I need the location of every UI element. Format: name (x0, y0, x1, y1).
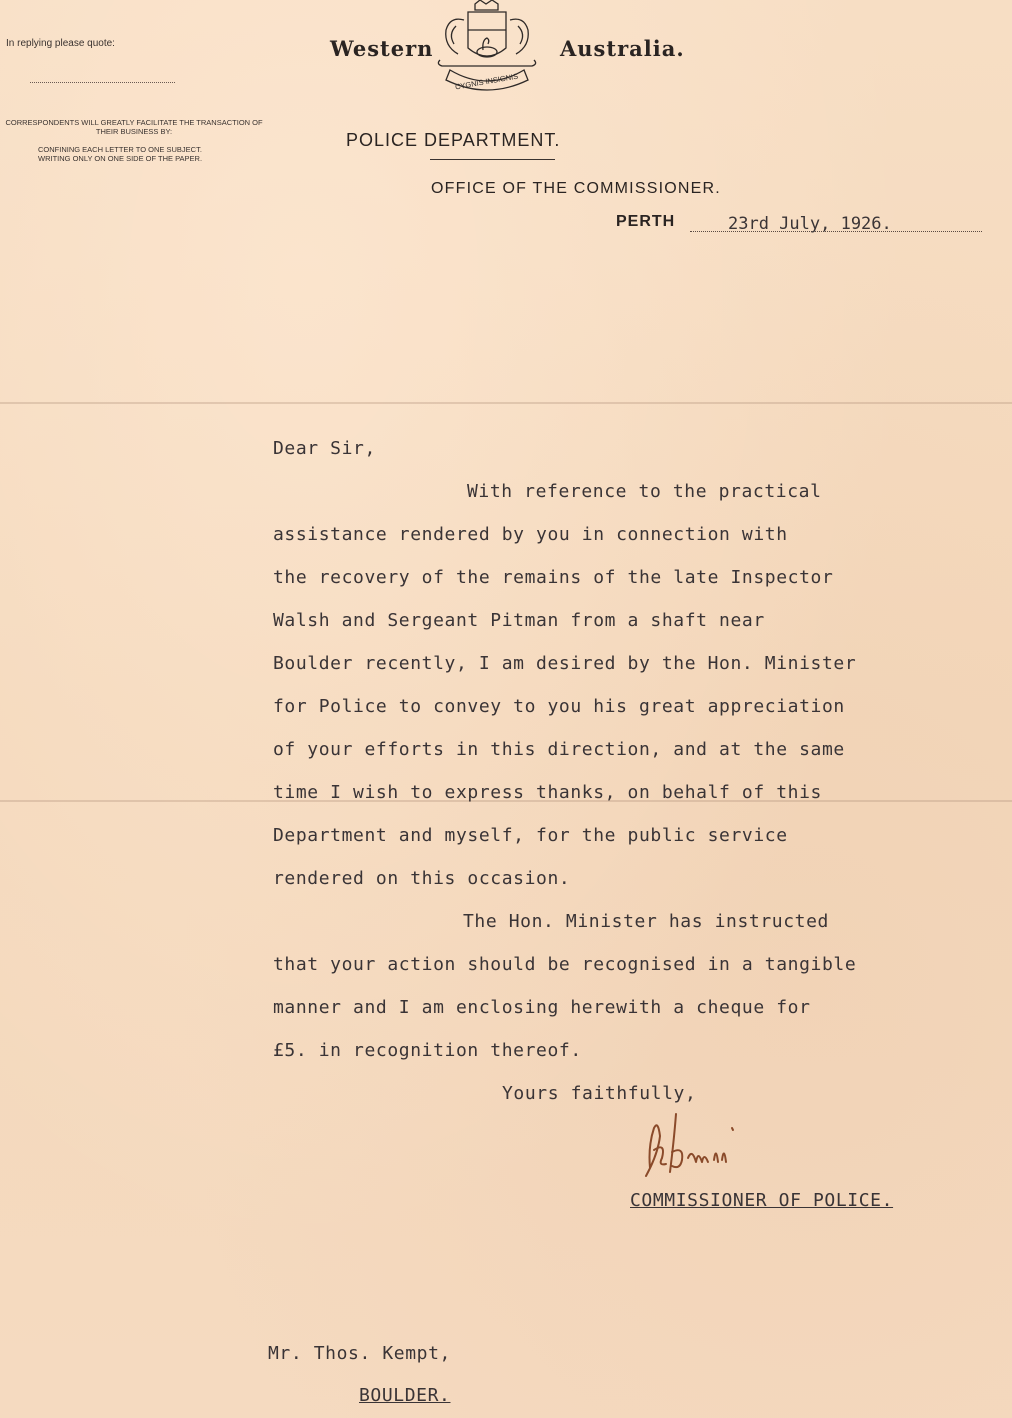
letter-date: 23rd July, 1926. (728, 214, 892, 234)
letter-line: Walsh and Sergeant Pitman from a shaft near (273, 610, 765, 631)
letter-line: The Hon. Minister has instructed (463, 911, 829, 932)
correspondents-instructions (38, 146, 248, 163)
letter-closing: Yours faithfully, (502, 1083, 697, 1104)
letter-salutation: Dear Sir, (273, 438, 376, 459)
coat-of-arms-crest (428, 0, 546, 98)
paper-fold-upper (0, 402, 1012, 404)
reply-quote-line (30, 82, 175, 83)
addressee-town: BOULDER. (359, 1385, 451, 1406)
letter-line: £5. in recognition thereof. (273, 1040, 582, 1061)
handwritten-signature (636, 1106, 766, 1186)
letter-line: assistance rendered by you in connection with (273, 524, 788, 545)
signatory-title: COMMISSIONER OF POLICE. (630, 1190, 894, 1211)
addressee-name: Mr. Thos. Kempt, (268, 1343, 451, 1364)
letter-line: Boulder recently, I am desired by the Hon. Minister (273, 653, 857, 674)
state-name-left: Western (330, 36, 434, 61)
letter-line: the recovery of the remains of the late Inspector (273, 567, 834, 588)
crest-motto: CYGNIS INSIGNIS (454, 71, 519, 92)
letter-line: time I wish to express thanks, on behalf of this (273, 782, 822, 803)
reply-quote-label: In replying please quote: (6, 38, 115, 49)
department-divider (430, 159, 555, 160)
letter-line: that your action should be recognised in a tangible (273, 954, 857, 975)
letter-line: for Police to convey to you his great appreciation (273, 696, 845, 717)
letter-line: Department and myself, for the public service (273, 825, 788, 846)
department-title: POLICE DEPARTMENT. (346, 130, 561, 150)
state-name-right: Australia. (560, 36, 685, 61)
office-title: OFFICE OF THE COMMISSIONER. (431, 180, 721, 197)
letter-line: rendered on this occasion. (273, 868, 571, 889)
letter-line: With reference to the practical (467, 481, 822, 502)
instruction-one-side: WRITING ONLY ON ONE SIDE OF THE PAPER. (38, 153, 203, 163)
place-label: PERTH (616, 213, 676, 230)
instruction-one-subject: CONFINING EACH LETTER TO ONE SUBJECT. (38, 145, 202, 154)
correspondents-note: CORRESPONDENTS WILL GREATLY FACILITATE THE TRANSACTION OF THEIR BUSINESS BY: (5, 118, 263, 136)
letter-line: manner and I am enclosing herewith a cheque for (273, 997, 811, 1018)
letter-line: of your efforts in this direction, and at the same (273, 739, 845, 760)
